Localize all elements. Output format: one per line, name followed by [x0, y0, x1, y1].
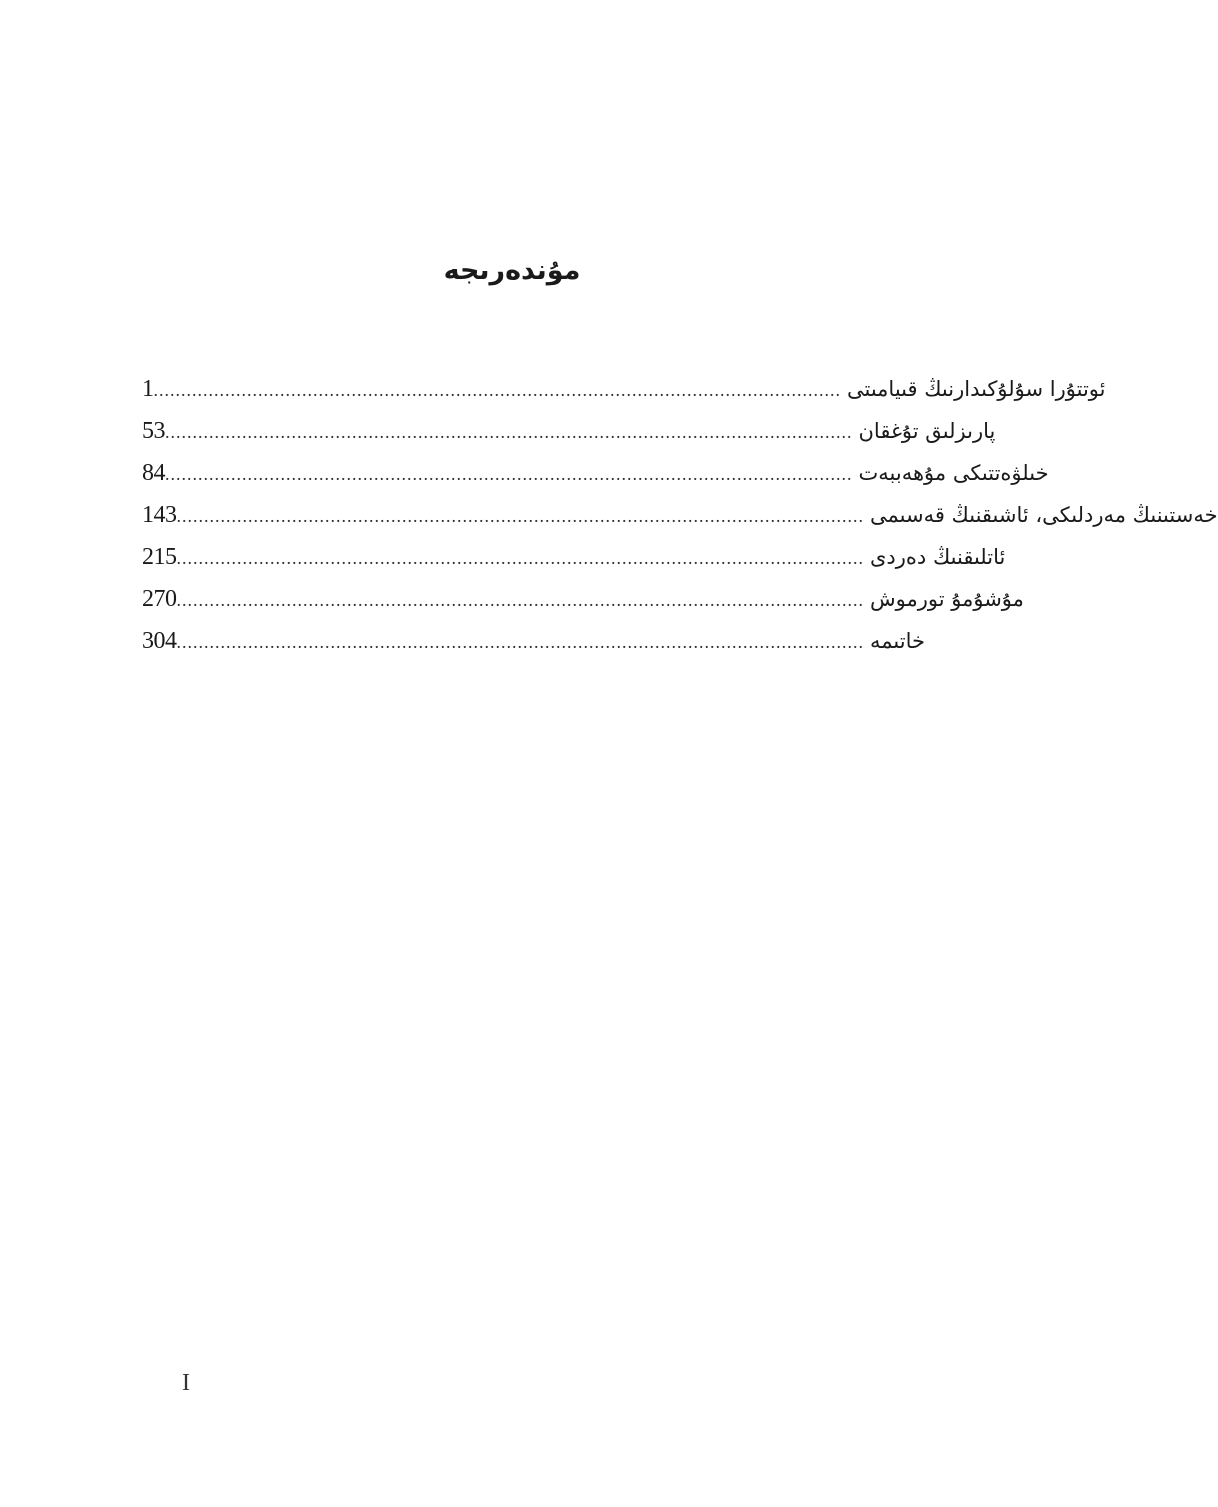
toc-entry-title: خەستىنىڭ مەردلىكى، ئاشىقنىڭ قەسىمى	[870, 503, 1218, 527]
toc-page-number: 53	[142, 418, 165, 444]
toc-page-number: 304	[142, 628, 177, 654]
toc-entry-title: خىلۋەتتىكى مۇھەببەت	[858, 461, 1049, 485]
toc-page-number: 215	[142, 544, 177, 570]
toc-page-number: 143	[142, 502, 177, 528]
toc-page-number: 84	[142, 460, 165, 486]
toc-entry-title: ئوتتۇرا سۇلۇكىدارنىڭ قىيامىتى	[847, 377, 1106, 401]
toc-entry-title: پارىزلىق تۇغقان	[858, 419, 996, 443]
dot-leader: .............................................................................................................................	[176, 590, 864, 610]
toc-page-number: 270	[142, 586, 177, 612]
toc-entry	[142, 620, 925, 662]
toc-entry	[142, 410, 996, 452]
toc-entry	[142, 368, 1106, 410]
dot-leader: .............................................................................................................................	[176, 548, 864, 568]
dot-leader: .............................................................................................................................	[153, 380, 841, 400]
toc-entry	[142, 536, 1006, 578]
page-number: I	[182, 1370, 190, 1396]
toc-entry	[142, 494, 1218, 536]
toc-entry	[142, 452, 1049, 494]
toc-entry-title: مۇشۇمۇ تورموش	[870, 587, 1024, 611]
dot-leader: .............................................................................................................................	[165, 422, 853, 442]
toc-entry-title: ئاتلىقنىڭ دەردى	[870, 545, 1006, 569]
toc-page-number: 1	[142, 376, 154, 402]
dot-leader: .............................................................................................................................	[165, 464, 853, 484]
toc-entry	[142, 578, 1024, 620]
page-title: مۇندەرىجە	[443, 255, 581, 286]
dot-leader: .............................................................................................................................	[176, 632, 864, 652]
toc-entry-title: خاتىمە	[870, 629, 925, 653]
table-of-contents	[142, 368, 1218, 662]
dot-leader: .............................................................................................................................	[176, 506, 864, 526]
